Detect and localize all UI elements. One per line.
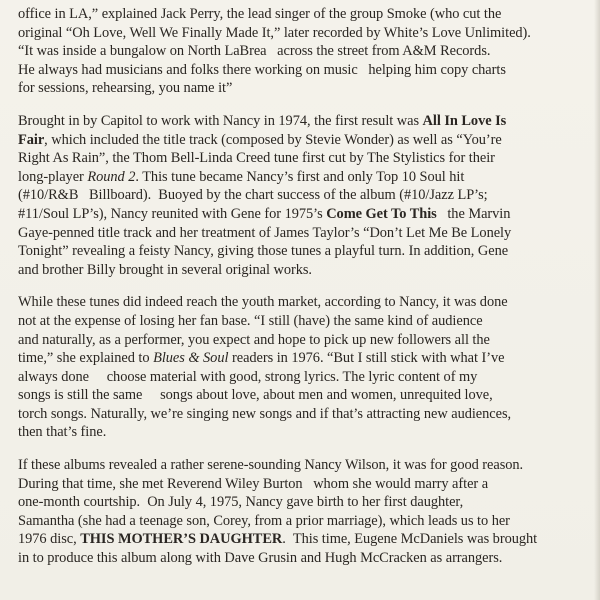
text-run: and brother Billy brought in several original works. bbox=[18, 261, 312, 278]
text-line bbox=[18, 493, 582, 512]
bold-title: Fair bbox=[18, 131, 45, 148]
italic-title: Round 2 bbox=[87, 168, 136, 185]
text-run: office in LA,” explained Jack Perry, the lead singer of the group Smoke (who cut the bbox=[18, 6, 502, 22]
paragraph-2 bbox=[18, 112, 582, 279]
text-line bbox=[18, 61, 582, 80]
text-run: Gaye-penned title track and her treatment of James Taylor’s “Don’t Let Me Be Lonely bbox=[18, 224, 512, 241]
text-run: for sessions, rehearsing, you name it” bbox=[18, 80, 233, 97]
text-run: He always had musicians and folks there working on music helping him copy charts bbox=[18, 61, 506, 78]
text-line bbox=[18, 242, 582, 261]
text-run: and naturally, as a performer, you expect and hope to pick up new followers all the bbox=[18, 331, 490, 348]
text-line bbox=[18, 205, 582, 224]
bold-title: THIS MOTHER’S DAUGHTER bbox=[80, 531, 283, 548]
text-line bbox=[18, 149, 582, 168]
bold-title: Come Get To This bbox=[326, 205, 437, 222]
text-run: 1976 disc, bbox=[18, 531, 81, 548]
text-run: Samantha (she had a teenage son, Corey, from a prior marriage), which leads us to her bbox=[18, 512, 510, 529]
text-line bbox=[18, 261, 582, 280]
text-run: always done choose material with good, strong lyrics. The lyric content of my bbox=[18, 368, 478, 385]
text-line bbox=[18, 331, 582, 350]
text-line bbox=[18, 405, 582, 424]
text-run: While these tunes did indeed reach the youth market, according to Nancy, it was done bbox=[18, 294, 508, 311]
text-run: then that’s fine. bbox=[18, 424, 107, 441]
text-line bbox=[18, 530, 582, 549]
page-edge-shadow bbox=[594, 0, 600, 600]
bold-title: All In Love Is bbox=[422, 112, 507, 129]
text-run: the Marvin bbox=[436, 205, 511, 222]
text-run: torch songs. Naturally, we’re singing new songs and if that’s attracting new audiences, bbox=[18, 405, 512, 422]
text-run: . This time, Eugene McDaniels was brought bbox=[282, 531, 538, 548]
text-run: During that time, she met Reverend Wiley Burton whom she would marry after a bbox=[18, 475, 489, 492]
text-run: , which included the title track (composed by Stevie Wonder) as well as “You’re bbox=[44, 131, 502, 148]
text-run: Right As Rain”, the Thom Bell-Linda Creed tune first cut by The Stylistics for their bbox=[18, 150, 495, 167]
text-line bbox=[18, 423, 582, 442]
text-run: readers in 1976. “But I still stick with what I’ve bbox=[228, 350, 505, 367]
text-run: Tonight” revealing a feisty Nancy, giving those tunes a playful turn. In addition, Gene bbox=[18, 243, 509, 260]
text-line bbox=[18, 131, 582, 150]
text-line bbox=[18, 24, 582, 43]
text-run: one-month courtship. On July 4, 1975, Nancy gave birth to her first daughter, bbox=[18, 494, 464, 511]
text-line bbox=[18, 312, 582, 331]
text-run: songs is still the same songs about love, about men and women, unrequited love, bbox=[18, 387, 493, 404]
text-line bbox=[18, 42, 582, 61]
text-line bbox=[18, 475, 582, 494]
text-run: Brought in by Capitol to work with Nancy in 1974, the first result was bbox=[18, 112, 423, 129]
text-run: If these albums revealed a rather serene-sounding Nancy Wilson, it was for good reason. bbox=[18, 457, 524, 474]
text-run: . This tune became Nancy’s first and only Top 10 Soul hit bbox=[135, 168, 465, 185]
text-run: not at the expense of losing her fan base. “I still (have) the same kind of audience bbox=[18, 312, 483, 329]
paragraph-1 bbox=[18, 5, 582, 98]
text-line bbox=[18, 5, 582, 24]
text-run: in to produce this album along with Dave Grusin and Hugh McCracken as arrangers. bbox=[18, 550, 503, 567]
text-line bbox=[18, 512, 582, 531]
text-run: #11/Soul LP’s), Nancy reunited with Gene for 1975’s bbox=[18, 205, 327, 222]
text-run: original “Oh Love, Well We Finally Made It,” later recorded by White’s Love Unlimited). bbox=[18, 24, 531, 41]
text-run: time,” she explained to bbox=[18, 350, 154, 367]
text-run: long-player bbox=[18, 168, 88, 185]
text-line bbox=[18, 368, 582, 387]
text-run: “It was inside a bungalow on North LaBrea across the street from A&M Records. bbox=[18, 43, 491, 60]
text-line bbox=[18, 224, 582, 243]
text-line bbox=[18, 168, 582, 187]
text-line bbox=[18, 293, 582, 312]
paragraph-4 bbox=[18, 456, 582, 568]
liner-notes-body bbox=[18, 5, 582, 568]
paragraph-3 bbox=[18, 293, 582, 442]
text-line bbox=[18, 186, 582, 205]
text-run: (#10/R&B Billboard). Buoyed by the chart success of the album (#10/Jazz LP’s; bbox=[18, 187, 488, 204]
text-line bbox=[18, 112, 582, 131]
text-line bbox=[18, 386, 582, 405]
text-line bbox=[18, 456, 582, 475]
text-line bbox=[18, 549, 582, 568]
text-line bbox=[18, 349, 582, 368]
text-line bbox=[18, 79, 582, 98]
italic-title: Blues & Soul bbox=[153, 350, 229, 367]
